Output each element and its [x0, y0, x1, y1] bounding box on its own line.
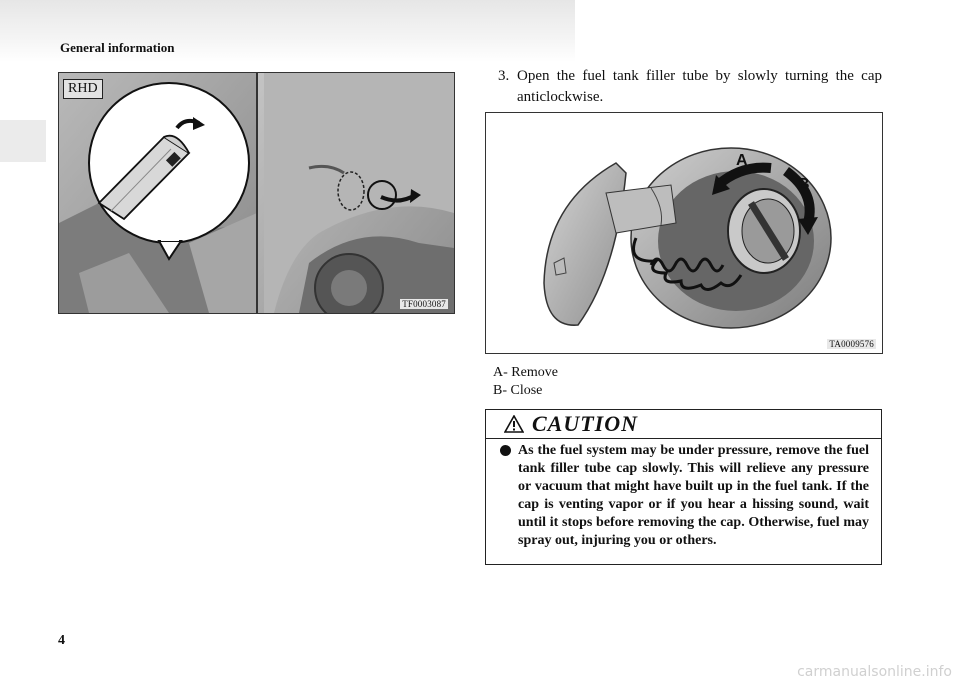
legend-item — [493, 364, 558, 382]
figure-legend — [493, 364, 558, 400]
step-instruction — [498, 66, 882, 108]
fuel-door-lever-figure — [58, 72, 455, 314]
caution-header — [486, 410, 881, 439]
rhd-badge: RHD — [63, 79, 103, 99]
legend-key: B- — [493, 383, 507, 398]
step-text: Open the fuel tank filler tube by slowly turning the cap anticlockwise. — [517, 68, 882, 105]
label-b: B — [798, 176, 810, 193]
legend-item — [493, 382, 558, 400]
section-tab — [0, 120, 46, 162]
figure-code: TF0003087 — [402, 299, 446, 309]
page-number: 4 — [58, 633, 65, 648]
section-title: General information — [60, 40, 175, 55]
legend-label: Close — [510, 383, 543, 398]
warning-triangle-icon — [504, 415, 524, 433]
bullet-icon — [500, 445, 511, 456]
watermark: carmanualsonline.info — [797, 664, 952, 680]
legend-key: A- — [493, 365, 508, 380]
label-a: A — [736, 152, 748, 169]
caution-title: CAUTION — [532, 411, 639, 436]
caution-text: As the fuel system may be under pressure, remove the fuel tank filler tube cap slowly. This will relieve any pressure or vacuum that might have built up in the fuel tank. If the cap is venting vapor or if you hear a hissing sound, wait until it stops before removing the cap. Otherwise, fuel may spray out, injuring you or others. — [518, 443, 869, 548]
figure-code: TA0009576 — [829, 339, 874, 349]
filler-cap-illustration — [486, 113, 882, 353]
caution-box — [485, 409, 882, 565]
lever-illustration — [59, 73, 454, 313]
filler-cap-figure — [485, 112, 883, 354]
step-number: 3. — [498, 68, 510, 84]
legend-label: Remove — [511, 365, 558, 380]
